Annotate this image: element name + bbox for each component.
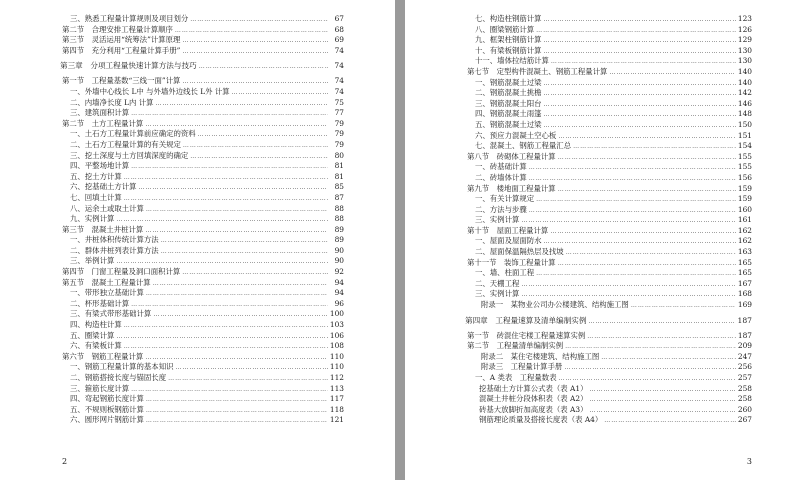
toc-entry <box>62 119 344 130</box>
page-number: 2 <box>62 457 68 466</box>
dot-leader <box>631 301 736 312</box>
toc-entry-page: 161 <box>737 215 752 225</box>
toc-entry-title: 八、圈梁钢筋计算 <box>475 24 535 34</box>
toc-entry-page: 258 <box>737 383 752 393</box>
toc-entry-title: 一、井桩体积传统计算方法 <box>70 235 159 245</box>
toc-entry <box>467 25 752 36</box>
toc-entry <box>62 225 344 236</box>
toc-entry <box>467 373 752 384</box>
toc-entry-page: 74 <box>334 86 344 96</box>
toc-entry <box>62 98 344 109</box>
toc-entry-title: 四、构造柱计算 <box>70 320 122 330</box>
toc-entry <box>467 88 752 99</box>
toc-entry-page: 151 <box>737 130 752 140</box>
toc-entry-title: 一、土石方工程量计算前应确定的资料 <box>70 129 196 139</box>
toc-entry-page: 69 <box>334 35 344 45</box>
toc-entry-title: 第四节 充分利用“工程量计算手册” <box>62 45 181 55</box>
toc-entry-title: 一、有关计算规定 <box>475 194 535 204</box>
toc-entry-title: 挖基础土方计算公式表（表 A1） <box>479 383 588 393</box>
toc-entry-title: 七、回填土计算 <box>70 192 122 202</box>
toc-entry <box>62 214 344 225</box>
toc-entry-page: 150 <box>737 119 752 129</box>
toc-entry-title: 第七节 定型构件混凝土、钢筋工程量计算 <box>467 66 608 76</box>
toc-entry-title: 八、运余土或取土计算 <box>70 203 144 213</box>
toc-entry-page: 85 <box>334 182 344 192</box>
toc-entry-page: 165 <box>737 257 752 267</box>
toc-entry-title: 第四节 门窗工程量及洞口面积计算 <box>62 267 181 277</box>
toc-entry <box>62 172 344 183</box>
toc-entry <box>465 314 752 328</box>
toc-entry-title: 一、A 类表 工程量数表 <box>475 373 557 382</box>
toc-entry-title: 三、举例计算 <box>70 256 115 266</box>
toc-entry <box>62 362 344 373</box>
toc-entry <box>467 226 752 237</box>
toc-entry-page: 81 <box>334 161 344 171</box>
left-page <box>0 0 395 480</box>
toc-entry-page: 68 <box>334 24 344 34</box>
toc-entry-title: 附录一 某物业公司办公楼建筑、结构施工图 <box>481 300 629 310</box>
toc-entry-page: 67 <box>334 14 344 23</box>
toc-entry-page: 90 <box>334 245 344 255</box>
dot-leader <box>182 47 328 58</box>
toc-entry-title: 一、钢筋工程量计算的基本知识 <box>70 362 174 372</box>
toc-entry-title: 第十节 屋面工程量计算 <box>467 225 549 235</box>
toc-entry <box>62 320 344 331</box>
toc-entry-page: 117 <box>329 394 344 404</box>
dot-leader <box>589 315 736 329</box>
toc-entry-title: 一、带形独立基础计算 <box>70 288 144 298</box>
toc-entry-title: 二、土石方工程量计算的有关规定 <box>70 139 181 149</box>
toc-entry <box>62 299 344 310</box>
toc-entry-page: 209 <box>737 341 752 351</box>
toc-entry-page: 258 <box>737 394 752 404</box>
toc-entry-page: 148 <box>737 109 752 119</box>
toc-entry-title: 砖基大放脚折加高度表（表 A3） <box>479 404 588 414</box>
toc-entry <box>62 278 344 289</box>
toc-entry <box>62 246 344 257</box>
toc-entry-title: 钢筋理论质量及搭接长度表（表 A4） <box>479 415 603 425</box>
toc-entry <box>62 373 344 384</box>
toc-entry-title: 九、框架柱钢筋计算 <box>475 35 542 45</box>
toc-entry-title: 十、有梁板钢筋计算 <box>475 45 542 55</box>
toc-entry-page: 87 <box>334 192 344 202</box>
toc-entry-page: 79 <box>334 118 344 128</box>
toc-entry-title: 一、外墙中心线长 L中 与外墙外边线长 L外 计算 <box>70 86 230 96</box>
toc-entry-page: 123 <box>737 14 752 23</box>
toc-entry <box>467 215 752 226</box>
toc-entry-title: 第六节 钢筋工程量计算 <box>62 351 144 361</box>
toc-entry-page: 94 <box>334 277 344 287</box>
toc-entry-title: 附录三 工程量计算手册 <box>481 362 563 372</box>
toc-entry-page: 106 <box>329 330 344 340</box>
toc-entry-title: 二、钢筋混凝土挑檐 <box>475 88 542 98</box>
toc-entry-page: 94 <box>334 288 344 298</box>
toc-entry <box>467 109 752 120</box>
toc-entry-title: 二、天棚工程 <box>475 278 520 288</box>
toc-entry-title: 二、杯形基础计算 <box>70 298 130 308</box>
toc-entry-title: 四、钢筋混凝土雨篷 <box>475 109 542 119</box>
toc-entry-title: 七、构造柱钢筋计算 <box>475 14 542 23</box>
toc-entry <box>467 279 752 290</box>
toc-entry-title: 附录二 某住宅楼建筑、结构施工图 <box>481 351 600 361</box>
toc-entry <box>62 46 344 57</box>
toc-entry <box>467 394 752 405</box>
toc-entry-title: 第一节 工程量基数“三线一面”计算 <box>62 76 181 86</box>
toc-entry-title: 三、挖土深度与土方回填深度的确定 <box>70 150 189 160</box>
toc-entry-title: 七、混凝土、钢筋工程量汇总 <box>475 141 572 151</box>
toc-entry-page: 155 <box>737 162 752 172</box>
toc-entry <box>62 288 344 299</box>
toc-entry-title: 二、群体井桩列表计算方法 <box>70 245 159 255</box>
toc-entry-title: 第八节 砖砌体工程量计算 <box>467 151 556 161</box>
toc-entry <box>62 14 344 25</box>
toc-entry-page: 118 <box>329 404 344 414</box>
toc-entry-page: 81 <box>334 171 344 181</box>
toc-entry-page: 74 <box>334 45 344 55</box>
toc-entry-page: 96 <box>334 298 344 308</box>
toc-entry <box>467 67 752 78</box>
toc-entry-page: 160 <box>737 204 752 214</box>
toc-entry <box>62 394 344 405</box>
toc-entry-page: 110 <box>329 362 344 372</box>
toc-entry-title: 三、实例计算 <box>475 215 520 225</box>
toc-entry-title: 三、熟悉工程量计算规则及项目划分 <box>70 14 189 23</box>
toc-entry-title: 一、墙、柱面工程 <box>475 268 535 278</box>
toc-entry <box>62 204 344 215</box>
toc-entry <box>62 235 344 246</box>
toc-entry <box>62 415 344 426</box>
toc-entry-title: 六、有梁板计算 <box>70 341 122 351</box>
toc-entry <box>62 267 344 278</box>
toc-entry <box>467 247 752 258</box>
toc-entry <box>467 415 752 426</box>
toc-entry <box>62 87 344 98</box>
toc-entry-page: 77 <box>334 108 344 118</box>
toc-entry <box>467 405 752 416</box>
toc-entry-page: 121 <box>329 415 344 425</box>
toc-entry-title: 第一节 砖混住宅楼工程量速算实例 <box>467 330 586 340</box>
toc-entry-title: 三、钢筋混凝土阳台 <box>475 98 542 108</box>
toc-entry-title: 二、方法与步骤 <box>475 204 527 214</box>
toc-entry-page: 92 <box>334 267 344 277</box>
toc-entry-page: 112 <box>329 373 344 382</box>
toc-entry <box>467 131 752 142</box>
toc-entry <box>467 352 752 363</box>
table-of-contents <box>405 14 800 426</box>
toc-entry-page: 74 <box>334 61 344 71</box>
toc-entry-page: 126 <box>737 24 752 34</box>
toc-entry-title: 第十一节 装饰工程量计算 <box>467 257 556 267</box>
toc-entry <box>467 184 752 195</box>
toc-entry <box>62 193 344 204</box>
toc-entry-title: 四、平整场地计算 <box>70 161 130 171</box>
toc-entry-title: 六、挖基础土方计算 <box>70 182 137 192</box>
toc-entry <box>62 151 344 162</box>
toc-entry-page: 146 <box>737 98 752 108</box>
toc-entry <box>467 14 752 25</box>
toc-entry <box>467 205 752 216</box>
toc-entry <box>467 35 752 46</box>
toc-entry-page: 113 <box>329 383 344 393</box>
toc-entry-title: 十一、墙体拉结筋计算 <box>475 56 549 66</box>
toc-entry <box>467 78 752 89</box>
toc-entry-page: 260 <box>737 404 752 414</box>
toc-entry-page: 79 <box>334 129 344 139</box>
toc-entry-page: 165 <box>737 268 752 278</box>
toc-entry-page: 156 <box>737 172 752 182</box>
toc-entry-title: 第九节 楼地面工程量计算 <box>467 183 556 193</box>
toc-entry <box>60 59 344 73</box>
page-number: 3 <box>746 457 752 466</box>
toc-entry <box>62 256 344 267</box>
toc-entry-title: 第四章 工程量速算及清单编制实例 <box>465 315 587 325</box>
toc-entry-page: 155 <box>737 151 752 161</box>
toc-entry-page: 80 <box>334 150 344 160</box>
toc-entry-title: 第三节 混凝土井桩计算 <box>62 224 144 234</box>
toc-entry <box>467 141 752 152</box>
toc-entry-title: 一、砖基础计算 <box>475 162 527 172</box>
toc-entry <box>62 108 344 119</box>
toc-entry-title: 三、箍筋长度计算 <box>70 383 130 393</box>
toc-entry <box>62 331 344 342</box>
right-page <box>405 0 800 480</box>
toc-entry-title: 二、屋面保温隔热层及找坡 <box>475 247 564 257</box>
toc-entry-title: 一、屋面及屋面防水 <box>475 236 542 246</box>
toc-entry <box>467 289 752 300</box>
toc-entry-title: 三、实例计算 <box>475 289 520 299</box>
toc-entry-page: 169 <box>737 300 752 310</box>
toc-entry-title: 六、预应力混凝土空心板 <box>475 130 557 140</box>
toc-entry-title: 混凝土井桩分段体积表（表 A2） <box>479 394 588 404</box>
toc-entry-page: 129 <box>737 35 752 45</box>
toc-entry-title: 第二节 土方工程量计算 <box>62 118 144 128</box>
toc-entry-page: 162 <box>737 225 752 235</box>
toc-entry-title: 五、圈梁计算 <box>70 330 115 340</box>
toc-entry <box>467 152 752 163</box>
toc-entry <box>467 258 752 269</box>
toc-entry <box>467 384 752 395</box>
dot-leader <box>199 60 328 74</box>
table-of-contents <box>0 14 395 426</box>
toc-entry <box>62 182 344 193</box>
toc-entry <box>62 129 344 140</box>
toc-entry-page: 140 <box>737 66 752 76</box>
dot-leader <box>604 416 736 427</box>
toc-entry <box>467 162 752 173</box>
toc-entry-title: 六、圆形网片钢筋计算 <box>70 415 144 425</box>
toc-entry-page: 79 <box>334 139 344 149</box>
page-gutter <box>395 0 405 480</box>
toc-entry-page: 89 <box>334 224 344 234</box>
toc-entry <box>467 341 752 352</box>
toc-entry <box>62 341 344 352</box>
toc-entry-title: 五、挖土方计算 <box>70 171 122 181</box>
toc-entry <box>467 236 752 247</box>
toc-entry <box>62 35 344 46</box>
toc-entry-page: 90 <box>334 256 344 266</box>
toc-entry <box>62 25 344 36</box>
toc-entry-title: 第五节 混凝土工程量计算 <box>62 277 151 287</box>
toc-entry-page: 256 <box>737 362 752 372</box>
toc-entry-title: 九、实例计算 <box>70 214 115 224</box>
toc-entry <box>467 300 752 311</box>
toc-entry-title: 第二节 合理安排工程量计算顺序 <box>62 24 173 34</box>
toc-entry <box>467 173 752 184</box>
toc-entry-page: 75 <box>334 97 344 107</box>
toc-entry-page: 100 <box>329 309 344 319</box>
toc-entry-page: 74 <box>334 76 344 86</box>
toc-entry-title: 一、钢筋混凝土过梁 <box>475 77 542 87</box>
toc-entry-page: 159 <box>737 194 752 204</box>
toc-entry <box>62 161 344 172</box>
toc-entry <box>467 268 752 279</box>
toc-entry <box>62 309 344 320</box>
toc-entry <box>62 384 344 395</box>
toc-entry-page: 257 <box>737 373 752 382</box>
toc-entry <box>467 99 752 110</box>
dot-leader <box>146 416 328 427</box>
toc-entry-page: 130 <box>737 56 752 66</box>
toc-entry-page: 159 <box>737 183 752 193</box>
toc-entry-page: 103 <box>329 320 344 330</box>
toc-entry-title: 二、钢筋搭接长度与锚固长度 <box>70 373 167 382</box>
toc-entry-title: 二、内墙净长度 L内 计算 <box>70 97 154 107</box>
toc-entry <box>62 352 344 363</box>
toc-entry-page: 168 <box>737 289 752 299</box>
toc-entry-page: 187 <box>737 330 752 340</box>
toc-entry <box>467 46 752 57</box>
toc-entry-title: 五、钢筋混凝土过梁 <box>475 119 542 129</box>
toc-entry-page: 110 <box>329 351 344 361</box>
toc-entry-title: 第二节 工程量清单编制实例 <box>467 341 564 351</box>
toc-entry <box>467 362 752 373</box>
toc-entry-title: 第三章 分项工程量快速计算方法与技巧 <box>60 61 197 71</box>
toc-entry-title: 第三节 灵活运用“统筹法”计算原理 <box>62 35 181 45</box>
toc-entry-page: 162 <box>737 236 752 246</box>
toc-entry <box>62 76 344 87</box>
toc-entry <box>467 120 752 131</box>
toc-entry-page: 130 <box>737 45 752 55</box>
toc-entry <box>467 56 752 67</box>
toc-entry-page: 267 <box>737 415 752 425</box>
toc-entry-page: 163 <box>737 247 752 257</box>
toc-entry-title: 二、砖墙体计算 <box>475 172 527 182</box>
toc-entry <box>62 405 344 416</box>
toc-entry-page: 142 <box>737 88 752 98</box>
toc-entry-title: 四、弯起钢筋长度计算 <box>70 394 144 404</box>
toc-entry-title: 三、有梁式带形基础计算 <box>70 309 152 319</box>
toc-entry-page: 88 <box>334 203 344 213</box>
toc-entry <box>62 140 344 151</box>
toc-entry-page: 247 <box>737 351 752 361</box>
toc-entry <box>467 194 752 205</box>
toc-entry-title: 三、建筑面积计算 <box>70 108 130 118</box>
toc-entry-title: 五、不规则板钢筋计算 <box>70 404 144 414</box>
toc-entry-page: 108 <box>329 341 344 351</box>
toc-entry-page: 187 <box>737 315 752 325</box>
toc-entry <box>467 331 752 342</box>
toc-entry-page: 140 <box>737 77 752 87</box>
toc-entry-page: 88 <box>334 214 344 224</box>
toc-entry-page: 167 <box>737 278 752 288</box>
toc-entry-page: 154 <box>737 141 752 151</box>
toc-entry-page: 89 <box>334 235 344 245</box>
